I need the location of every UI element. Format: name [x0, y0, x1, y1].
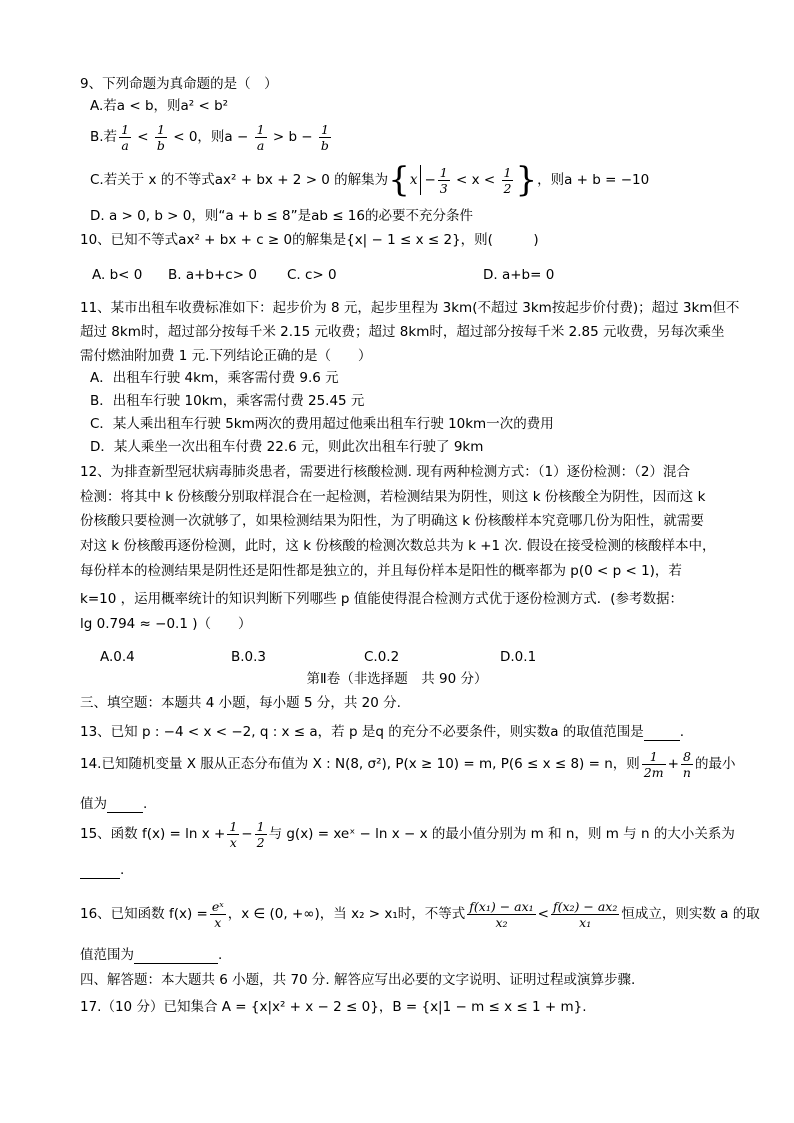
set-inequality: < x < [451, 172, 500, 188]
q15-suffix: 与 g(x) = xeˣ − ln x − x 的最小值分别为 m 和 n，则 m 与 n 的大小关系为 [268, 826, 735, 842]
numerator: eˣ [211, 898, 224, 914]
fraction [210, 899, 226, 930]
q9-option-d: D. a > 0, b > 0，则“a + b ≤ 8”是ab ≤ 16的必要不充分条件 [90, 208, 473, 224]
q10-option-a: A. b< 0 [92, 267, 143, 283]
minus-sign: − [241, 826, 253, 842]
answer-blank [134, 945, 218, 964]
q11-option-a: A．出租车行驶 4km，乘客需付费 9.6 元 [90, 370, 339, 386]
answer-blank [80, 860, 120, 879]
q15-text: 15、函数 f(x) = ln x + [80, 826, 226, 842]
q16-text: 16、已知函数 f(x) = [80, 906, 208, 922]
numerator: 1 [503, 164, 512, 180]
numerator: 1 [155, 122, 167, 138]
q12-option-d: D.0.1 [500, 649, 537, 665]
fraction [319, 122, 331, 153]
left-brace: { [388, 160, 410, 200]
answer-section-header: 四、解答题：本大题共 6 小题，共 70 分. 解答应写出必要的文字说明、证明过程或演算步骤. [80, 972, 636, 988]
q12-line-6: k=10 ，运用概率统计的知识判断下列哪些 p 值能使得混合检测方式优于逐份检测方式．(参考数据： [80, 591, 684, 607]
denominator: 2 [503, 180, 512, 196]
q14-line-2 [80, 794, 147, 813]
answer-blank [107, 794, 143, 813]
fraction [155, 122, 167, 153]
q12-option-b: B.0.3 [231, 649, 267, 665]
denominator: x₁ [579, 914, 592, 930]
fraction [119, 122, 131, 153]
q9-option-c [90, 160, 649, 200]
numerator: 8 [681, 749, 693, 765]
q16 [80, 893, 760, 935]
q13 [80, 722, 684, 741]
fraction [255, 819, 267, 850]
denominator: a [256, 137, 265, 153]
q9-b-prefix: B.若 [90, 129, 118, 145]
fraction [551, 899, 619, 930]
answer-blank [644, 722, 680, 741]
q9-c-prefix: C.若关于 x 的不等式ax² + bx + 2 > 0 的解集为 [90, 172, 389, 188]
period: . [679, 724, 685, 740]
period: . [218, 947, 223, 963]
q14-text: 14.已知随机变量 X 服从正态分布值为 X : N(8, σ²), P(x ≥ 10) = m, P(6 ≤ x ≤ 8) = n，则 [80, 756, 640, 772]
q16-suffix: 恒成立，则实数 a 的取 [621, 906, 760, 922]
q14-suffix: 的最小 [694, 756, 736, 772]
fraction [227, 819, 239, 850]
denominator: n [682, 764, 691, 780]
q9-stem: 9、下列命题为真命题的是（ ） [80, 76, 278, 92]
q12-line-4: 对这 k 份核酸再逐份检测，此时，这 k 份核酸的检测次数总共为 k +1 次. 假设在接受检测的核酸样本中， [80, 538, 716, 554]
section-2-title: 第Ⅱ卷（非选择题 共 90 分） [306, 671, 488, 687]
q11-option-c: C．某人乘出租车行驶 5km两次的费用超过他乘出租车行驶 10km一次的费用 [90, 416, 554, 432]
minus-sign: − [424, 172, 436, 188]
q9-c-suffix: ，则a + b = −10 [537, 172, 650, 188]
numerator: 1 [642, 749, 666, 765]
denominator: 3 [439, 180, 448, 196]
q11-option-d: D．某人乘坐一次出租车付费 22.6 元，则此次出租车行驶了 9km [90, 439, 484, 455]
numerator: f(x₁) − ax₁ [469, 898, 534, 914]
denominator: b [320, 137, 329, 153]
q9-b-text: < [133, 129, 153, 145]
numerator: 1 [229, 818, 238, 834]
q12-line-5: 每份样本的检测结果是阴性还是阳性都是独立的，并且每份样本是阳性的概率都为 p(0 < p < 1)，若 [80, 563, 682, 579]
q12-line-2: 检测：将其中 k 份核酸分别取样混合在一起检测，若检测结果为阴性，则这 k 份核酸全为阴性，因而这 k [80, 489, 706, 505]
q12-option-a: A.0.4 [100, 649, 135, 665]
right-brace: } [515, 160, 538, 200]
q15-line-2 [80, 860, 124, 879]
fraction [642, 749, 666, 780]
numerator: 1 [256, 818, 265, 834]
numerator: f(x₂) − ax₂ [552, 898, 618, 914]
q13-text: 13、已知 p : −4 < x < −2, q : x ≤ a，若 p 是q 的充分不必要条件，则实数a 的取值范围是 [80, 724, 644, 740]
q10-option-b: B. a+b+c> 0 [168, 267, 257, 283]
fraction [438, 165, 450, 196]
set-bar [420, 165, 421, 195]
denominator: 2m [643, 764, 664, 780]
q16-line-2 [80, 945, 222, 964]
q14-line2-text: 值为 [80, 796, 107, 812]
q14 [80, 744, 735, 784]
denominator: 2 [256, 834, 265, 850]
period: . [143, 796, 148, 812]
q11-line-1: 11、某市出租车收费标准如下：起步价为 8 元，起步里程为 3km(不超过 3km按起步价付费)；超过 3km但不 [80, 300, 740, 316]
q9-b-text: < 0，则a − [168, 129, 253, 145]
fraction [502, 165, 514, 196]
q11-line-2: 超过 8km时，超过部分按每千米 2.15 元收费；超过 8km时，超过部分按每千米 2.85 元收费，另每次乘坐 [80, 324, 725, 340]
q16-middle: ，x ∈ (0, +∞)，当 x₂ > x₁时，不等式 [227, 906, 466, 922]
q12-option-c: C.0.2 [364, 649, 400, 665]
q9-option-a: A.若a < b，则a² < b² [90, 98, 229, 114]
less-than-sign: < [537, 906, 549, 922]
denominator: x₂ [495, 914, 508, 930]
set-variable: x [409, 172, 418, 188]
denominator: x [229, 834, 237, 850]
q11-option-b: B．出租车行驶 10km，乘客需付费 25.45 元 [90, 393, 365, 409]
fraction [467, 899, 535, 930]
q12-line-7: lg 0.794 ≈ −0.1 )（ ） [80, 616, 252, 632]
q12-line-1: 12、为排查新型冠状病毒肺炎患者，需要进行核酸检测. 现有两种检测方式：（1）逐份检测：（2）混合 [80, 464, 690, 480]
numerator: 1 [439, 164, 448, 180]
q9-option-b [90, 118, 333, 156]
fill-in-section-header: 三、填空题：本题共 4 小题，每小题 5 分，共 20 分. [80, 695, 401, 711]
q9-b-text: > b − [268, 129, 317, 145]
numerator: 1 [121, 121, 130, 137]
fraction [681, 749, 693, 780]
plus-sign: + [667, 756, 679, 772]
fraction [255, 122, 267, 153]
denominator: x [214, 914, 222, 930]
q17: 17.（10 分）已知集合 A = {x|x² + x − 2 ≤ 0}，B = {x|1 − m ≤ x ≤ 1 + m}. [80, 999, 587, 1015]
q10-option-d: D. a+b= 0 [483, 267, 555, 283]
q10-stem: 10、已知不等式ax² + bx + c ≥ 0的解集是{x| − 1 ≤ x ≤ 2}，则( ) [80, 232, 539, 248]
q11-line-3: 需付燃油附加费 1 元.下列结论正确的是（ ） [80, 348, 372, 364]
numerator: 1 [319, 122, 331, 138]
period: . [120, 862, 125, 878]
denominator: b [156, 137, 165, 153]
numerator: 1 [256, 121, 265, 137]
q16-line2-text: 值范围为 [80, 947, 134, 963]
denominator: a [121, 137, 129, 153]
q15 [80, 814, 735, 854]
q10-option-c: C. c> 0 [287, 267, 337, 283]
q12-line-3: 份核酸只要检测一次就够了，如果检测结果为阳性，为了明确这 k 份核酸样本究竟哪几份为阳性，就需要 [80, 513, 704, 529]
